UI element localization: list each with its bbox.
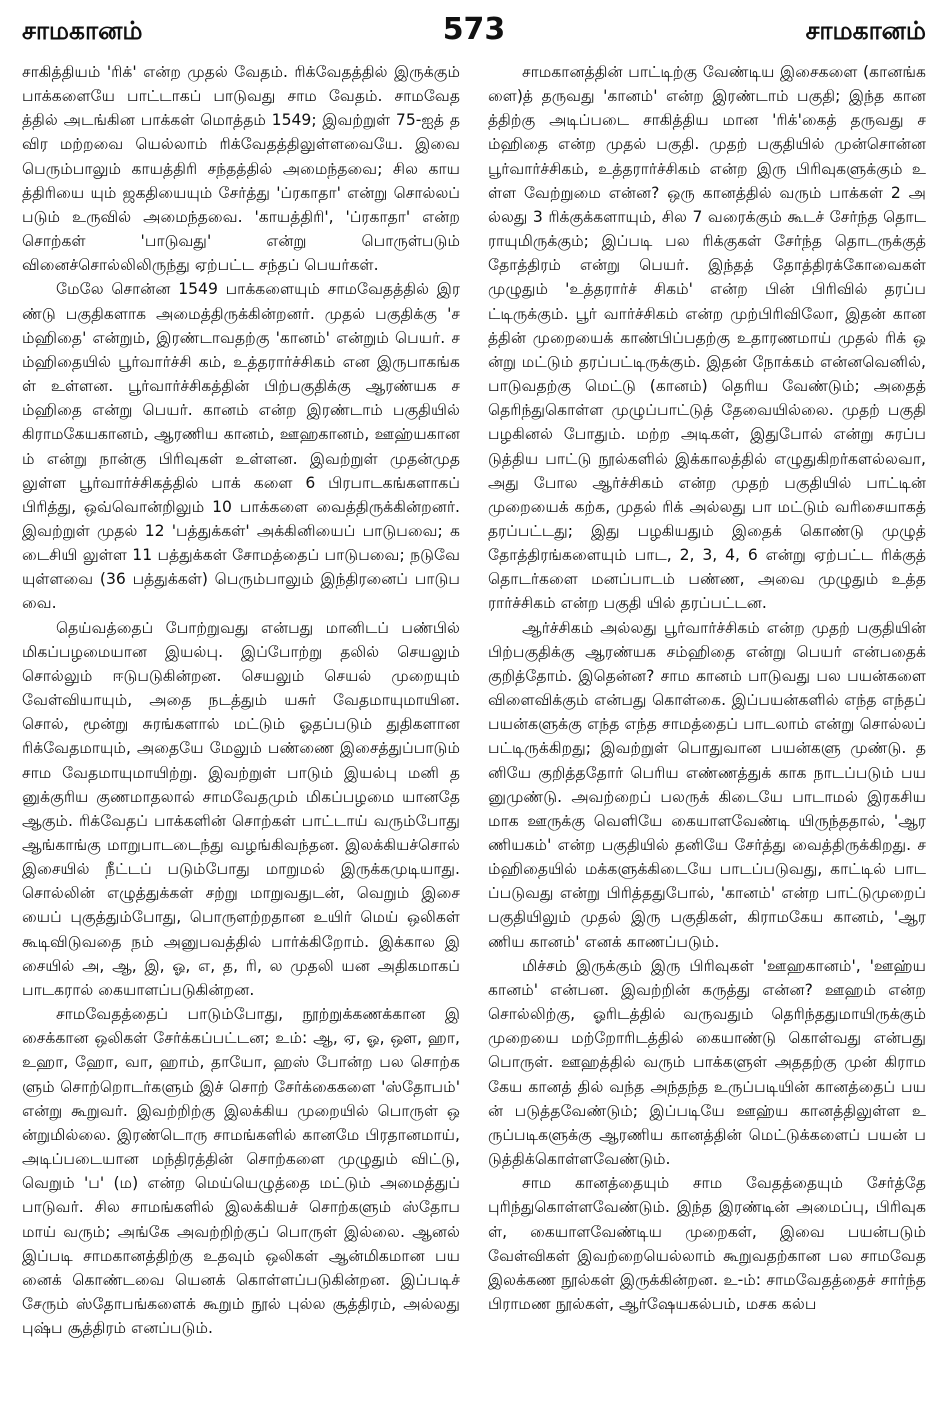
text-columns [22,60,926,1420]
paragraph: ஆர்ச்சிகம் அல்லது பூர்வார்ச்சிகம் என்ற முதற் பகுதியின் பிற்பகுதிக்கு ஆரண்யக சம்ஹிதை என்று பெயர் என்பதைக் குறித்தோம். இதென்ன? சாம கானம் பாடுவது பல பயன்களை விளைவிக்கும் என்பது கொள்கை. இப்பயன்களில் எந்த எந்தப் பயன்களுக்கு எந்த எந்த சாமத்தைப் பாடலாம் என்று சொல்லப் பட்டிருக்கிறது; இவற்றுள் பொதுவான பயன்களு முண்டு. தனியே குறித்ததோர் பெரிய எண்ணத்துக் காக நாடப்படும் பயனுமுண்டு. அவற்றைப் பலருக் கிடையே பாடாமல் இரகசியமாக ஊருக்கு வெளியே கையாளவேண்டி யிருந்ததால், 'ஆரணியகம்' என்ற பகுதியில் தனியே சேர்த்து வைத்திருக்கிறது. சம்ஹிதையில் மக்களுக்கிடையே பாடப்படுவது, காட்டில் பாடப்படுவது என்று பிரித்ததுபோல், 'கானம்' என்ற பாட்டுமுறைப் பகுதியிலும் முதல் இரு பகுதிகள், கிராமகேய கானம், 'ஆரணிய கானம்' எனக் காணப்படும். [488,618,926,951]
left-column [22,60,460,1420]
paragraph: மேலே சொன்ன 1549 பாக்களையும் சாமவேதத்தில் இரண்டு பகுதிகளாக அமைத்திருக்கின்றனர். முதல் பகுதிக்கு 'சம்ஹிதை' என்றும், இரண்டாவதற்கு 'கானம்' என்றும் பெயர். சம்ஹிதையில் பூர்வார்ச்சி கம், உத்தரார்ச்சிகம் என இருபாகங்கள் உள்ளன. பூர்வார்ச்சிகத்தின் பிற்பகுதிக்கு ஆரண்யக சம்ஹிதை என்று பெயர். கானம் என்ற இரண்டாம் பகுதியில் கிராமகேயகானம், ஆரணிய கானம், ஊஹகானம், ஊஹ்யகானம் என்று நான்கு பிரிவுகள் உள்ளன. இவற்றுள் முதன்முதலுள்ள பூர்வார்ச்சிகத்தில் பாக் களை 6 பிரபாடகங்களாகப் பிரித்து, ஒவ்வொன்றிலும் 10 பாக்களை வைத்திருக்கின்றனர். இவற்றுள் முதல் 12 'பத்துக்கள்' அக்கினியைப் பாடுபவை; கடைசியி லுள்ள 11 பத்துக்கள் சோமத்தைப் பாடுபவை; நடுவே யுள்ளவை (36 பத்துக்கள்) பெரும்பாலும் இந்திரனைப் பாடுபவை. [22,280,460,613]
running-head-right: சாமகானம் [805,16,926,45]
paragraph: மிச்சம் இருக்கும் இரு பிரிவுகள் 'ஊஹகானம்', 'ஊஹ்யகானம்' என்பன. இவற்றின் கருத்து என்ன? ஊஹம் என்ற சொல்லிற்கு, ஓரிடத்தில் வருவதும் தெரிந்ததுமாயிருக்கும் முறையை மற்றோரிடத்தில் கையாண்டு கொள்வது என்பது பொருள். ஊஹத்தில் வரும் பாக்களுள் அததற்கு முன் கிராமகேய கானத் தில் வந்த அந்தந்த உருப்படியின் கானத்தைப் பயன் படுத்தவேண்டும்; இப்படியே ஊஹ்ய கானத்திலுள்ள உருப்படிகளுக்கு ஆரணிய கானத்தின் மெட்டுக்களைப் பயன் படுத்திக்கொள்ளவேண்டும். [488,956,926,1169]
right-column [488,60,926,1420]
paragraph: தெய்வத்தைப் போற்றுவது என்பது மானிடப் பண்பில் மிகப்பழமையான இயல்பு. இப்போற்று தலில் செயலும் சொல்லும் ஈடுபடுகின்றன. செயலும் செயல் முறையும் வேள்வியாயும், அதை நடத்தும் யசுர் வேதமாயுமாயின. சொல், மூன்று சுரங்களால் மட்டும் ஓதப்படும் துதிகளான ரிக்வேதமாயும், அதையே மேலும் பண்ணை இசைத்துப்பாடும் சாம வேதமாயுமாயிற்று. இவற்றுள் பாடும் இயல்பு மனி தனுக்குரிய குணமாதலால் சாமவேதமும் மிகப்பழமை யானதே ஆகும். ரிக்வேதப் பாக்களின் சொற்கள் பாட்டாய் வரும்போது ஆங்காங்கு மாறுபாடடைந்து வழங்கிவந்தன. இலக்கியச்சொல் இசையில் நீட்டப் படும்போது மாறுமல் இருக்கமுடியாது. சொல்லின் எழுத்துக்கள் சற்று மாறுவதுடன், வெறும் இசை யைப் புகுத்தும்போது, பொருளற்றதான உயிர் மெய் ஒலிகள் கூடிவிடுவதை நம் அனுபவத்தில் பார்க்கிறோம். இக்கால இசையில் அ, ஆ, இ, ஓ, எ, த, ரி, ல முதலி யன அதிகமாகப் பாடகரால் கையாளப்படுகின்றன. [22,618,460,999]
paragraph: சாமகானத்தின் பாட்டிற்கு வேண்டிய இசைகளை (கானங்களை)த் தருவது 'கானம்' என்ற இரண்டாம் பகுதி; இந்த கானத்திற்கு அடிப்படை சாகித்திய மான 'ரிக்'கைத் தருவது சம்ஹிதை என்ற முதல் பகுதி. முதற் பகுதியில் முன்சொன்ன பூர்வார்ச்சிகம், உத்தரார்ச்சிகம் என்ற இரு பிரிவுகளுக்கும் உள்ள வேற்றுமை என்ன? ஒரு கானத்தில் வரும் பாக்கள் 2 அல்லது 3 ரிக்குக்களாயும், சில 7 வரைக்கும் கூடச் சேர்ந்த தொடராயுமிருக்கும்; இப்படி பல ரிக்குகள் சேர்ந்த தொடருக்குத் தோத்திரம் என்று பெயர். இந்தத் தோத்திரக்கோவைகள் முழுதும் 'உத்தரார்ச் சிகம்' என்ற பின் பிரிவில் தரப்பட்டிருக்கும். பூர் வார்ச்சிகம் என்ற முற்பிரிவிலோ, இதன் கானத்தின் முறையைக் காண்பிப்பதற்கு உதாரணமாய் முதல் ரிக் ஒன்று மட்டும் தரப்பட்டிருக்கும். இதன் நோக்கம் என்னவெனில், பாடுவதற்கு மெட்டு (கானம்) தெரிய வேண்டும்; அதைத் தெரிந்துகொள்ள முழுப்பாட்டுத் தேவையில்லை. முதற் பகுதி பழகினல் போதும். மற்ற அடிகள், இதுபோல் என்று சுரப்படுத்திய பாட்டு நூல்களில் இக்காலத்தில் எழுதுகிறர்களல்லவா, அது போல ஆர்ச்சிகம் என்ற முதற் பகுதியில் பாட்டின் முறையைக் கற்க, முதல் ரிக் அல்லது பா மட்டும் வரிசையாகத் தரப்பட்டது; இது பழகியதும் இதைக் கொண்டு முழுத் தோத்திரங்களையும் பாட, 2, 3, 4, 6 என்று ஏற்பட்ட ரிக்குத் தொடர்களை மனப்பாடம் பண்ண, அவை முழுதும் உத்தரார்ச்சிகம் என்ற பகுதி யில் தரப்பட்டன. [488,63,926,613]
page-header [22,0,926,60]
running-head-left: சாமகானம் [22,16,143,45]
paragraph: சாமவேதத்தைப் பாடும்போது, நூற்றுக்கணக்கான இசைக்கான ஒலிகள் சேர்க்கப்பட்டன; உம்: ஆ, ஏ, ஓ, ஔ, ஹா, உஹா, ஹோ, வா, ஹாம், தாயோ, ஹஸ் போன்ற பல சொற்களும் சொற்றொடர்களும் இச் சொற் சேர்க்கைகளை 'ஸ்தோபம்' என்று கூறுவர். இவற்றிற்கு இலக்கிய முறையில் பொருள் ஒன்றுமில்லை. இரண்டொரு சாமங்களில் கானமே பிரதானமாய், அடிப்படையான மந்திரத்தின் சொற்களை முழுதும் விட்டு, வெறும் 'ப' (ம) என்ற மெய்யெழுத்தை மட்டும் அமைத்துப் பாடுவர். சில சாமங்களில் இலக்கியச் சொற்களும் ஸ்தோபமாய் வரும்; அங்கே அவற்றிற்குப் பொருள் இல்லை. ஆனல் இப்படி சாமகானத்திற்கு உதவும் ஒலிகள் ஆன்மிகமான பயனைக் கொண்டவை யெனக் கொள்ளப்படுகின்றன. இப்படிச் சேரும் ஸ்தோபங்களைக் கூறும் நூல் புல்ல சூத்திரம், அல்லது புஷ்ப சூத்திரம் எனப்படும். [22,1005,460,1338]
paragraph: சாகித்தியம் 'ரிக்' என்ற முதல் வேதம். ரிக்வேதத்தில் இருக்கும் பாக்களையே பாட்டாகப் பாடுவது சாம வேதம். சாமவேதத்தில் அடங்கின பாக்கள் மொத்தம் 1549; இவற்றுள் 75-ஐத் தவிர மற்றவை யெல்லாம் ரிக்வேதத்திலுள்ளவையே. இவை பெரும்பாலும் காயத்திரி சந்தத்தில் அமைந்தவை; சில காயத்திரியை யும் ஜகதியையும் சேர்த்து 'ப்ரகாதா' என்று சொல்லப் படும் உருவில் அமைந்தவை. 'காயத்திரி', 'ப்ரகாதா' என்ற சொற்கள் 'பாடுவது' என்று பொருள்படும் வினைச்சொல்லிலிருந்து ஏற்பட்ட சந்தப் பெயர்கள். [22,63,460,275]
page-number: 573 [442,12,506,47]
paragraph: சாம கானத்தையும் சாம வேதத்தையும் சேர்த்தே புரிந்துகொள்ளவேண்டும். இந்த இரண்டின் அமைப்பு, பிரிவுகள், கையாளவேண்டிய முறைகள், இவை பயன்படும் வேள்விகள் இவற்றையெல்லாம் கூறுவதற்கான பல சாமவேத இலக்கண நூல்கள் இருக்கின்றன. உ-ம்: சாமவேதத்தைச் சார்ந்த பிராமண நூல்கள், ஆர்ஷேயகல்பம், மசக கல்ப [488,1174,926,1313]
